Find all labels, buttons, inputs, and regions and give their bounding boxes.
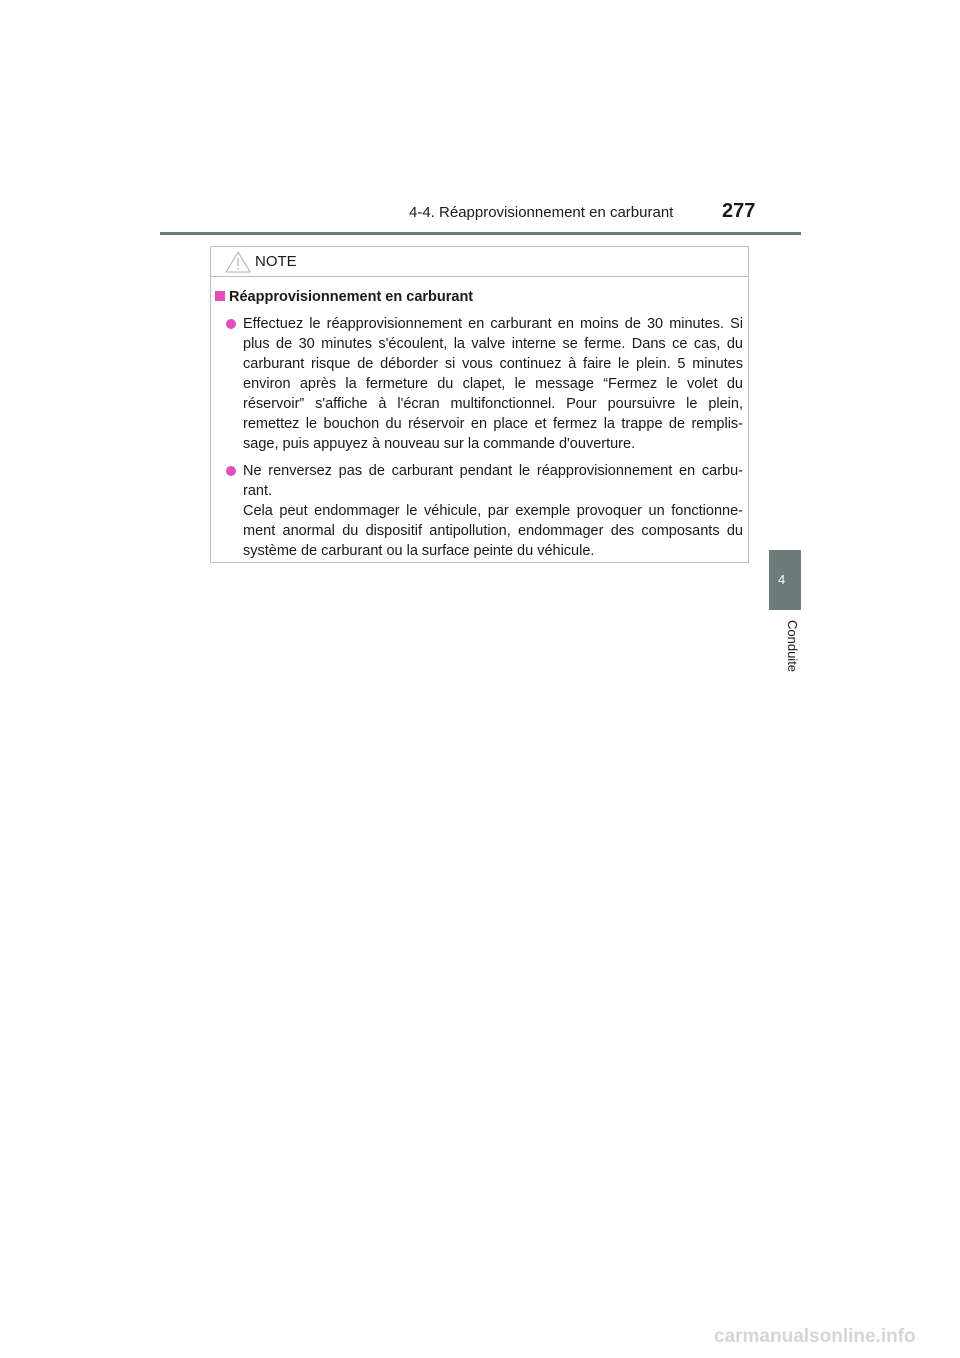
list-item bbox=[243, 461, 743, 561]
note-header bbox=[211, 247, 748, 277]
warning-icon bbox=[225, 251, 251, 273]
note-section bbox=[211, 287, 750, 561]
note-box bbox=[210, 246, 749, 563]
list-item bbox=[243, 314, 743, 454]
page-number: 277 bbox=[722, 200, 756, 222]
chapter-number: 4 bbox=[778, 572, 786, 587]
list-item-text-continued: Cela peut endommager le véhicule, par exemple provoquer un fonctionne-ment anormal du dispositif antipollution, endommager des composants du système de carburant ou la surface peinte du véhicule. bbox=[243, 503, 743, 559]
watermark: carmanualsonline.info bbox=[714, 1326, 916, 1347]
section-heading bbox=[215, 287, 750, 307]
section-heading-text: Réapprovisionnement en carburant bbox=[229, 289, 474, 305]
header-title: 4-4. Réapprovisionnement en carburant bbox=[409, 204, 674, 221]
circle-bullet-icon bbox=[226, 466, 236, 476]
circle-bullet-icon bbox=[226, 319, 236, 329]
header-rule bbox=[160, 232, 801, 235]
note-label: NOTE bbox=[255, 253, 297, 270]
list-item-text: Effectuez le réapprovisionnement en carburant en moins de 30 minutes. Si plus de 30 minutes s'écoulent, la valve interne se ferme. Dans ce cas, du carburant risque de déborder si vous continuez à faire le plein. 5 minutes environ après la fermeture du clapet, le message “Fermez le volet du réservoir” s'affiche à l'écran multifonctionnel. Pour poursuivre le plein, remettez le bouchon du réservoir en place et fermez la trappe de remplis-sage, puis appuyez à nouveau sur la commande d'ouverture. bbox=[243, 316, 743, 452]
chapter-label: Conduite bbox=[785, 620, 800, 673]
list-item-text: Ne renversez pas de carburant pendant le réapprovisionnement en carbu-rant. bbox=[243, 463, 743, 499]
square-bullet-icon bbox=[215, 291, 225, 301]
